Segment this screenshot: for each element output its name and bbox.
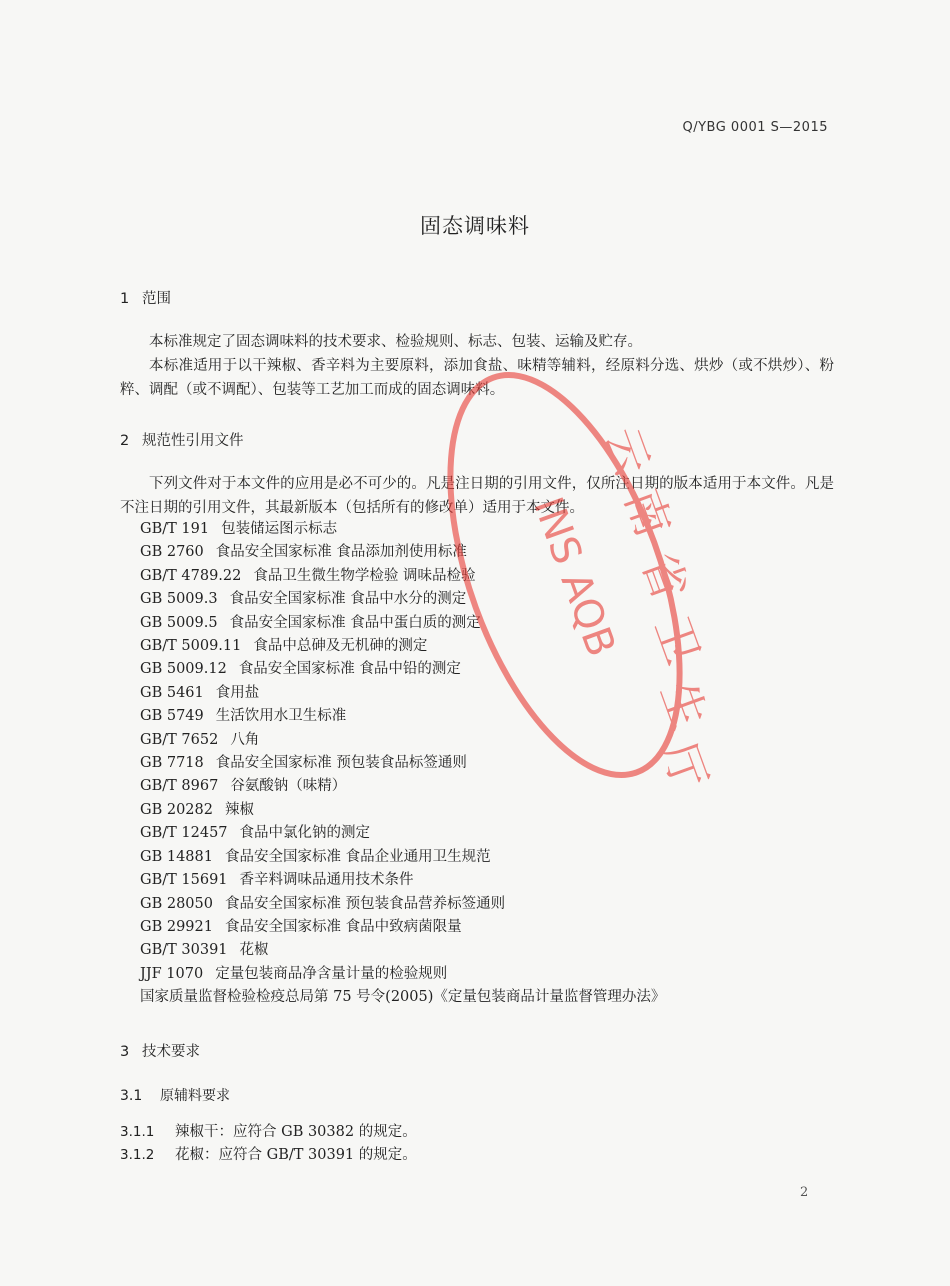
reference-title: 食品安全国家标准 预包装食品标签通则 xyxy=(215,755,467,772)
standard-code: Q/YBG 0001 S—2015 xyxy=(682,120,828,135)
reference-title: 食品中总砷及无机砷的测定 xyxy=(253,638,428,655)
clause-item xyxy=(120,1143,417,1164)
page-number: 2 xyxy=(800,1185,809,1200)
reference-title: 食品安全国家标准 食品中铅的测定 xyxy=(238,661,461,678)
reference-title: 定量包装商品净含量计量的检验规则 xyxy=(215,965,448,982)
reference-title: 食品安全国家标准 预包装食品营养标签通则 xyxy=(224,895,506,912)
svg-text:南: 南 xyxy=(614,482,682,544)
clause-item xyxy=(120,1120,417,1141)
reference-code: GB 5009.3 xyxy=(140,591,218,608)
svg-text:厅: 厅 xyxy=(651,734,718,797)
reference-code: GB 5461 xyxy=(140,684,204,701)
section-title: 规范性引用文件 xyxy=(142,433,244,449)
reference-code: GB 14881 xyxy=(140,848,213,865)
reference-title: 食用盐 xyxy=(215,684,260,701)
reference-code: GB 5749 xyxy=(140,708,204,725)
reference-title: 食品安全国家标准 食品添加剂使用标准 xyxy=(215,544,467,561)
subsection-number: 3.1 xyxy=(120,1088,143,1104)
reference-title: 香辛料调味品通用技术条件 xyxy=(239,872,414,889)
reference-title: 食品卫生微生物学检验 调味品检验 xyxy=(253,567,476,584)
section-2-heading xyxy=(120,429,244,450)
section-number: 1 xyxy=(120,291,130,307)
clause-number: 3.1.1 xyxy=(120,1124,155,1140)
clause-number: 3.1.2 xyxy=(120,1147,155,1163)
svg-text:生: 生 xyxy=(650,674,717,737)
section-3-heading xyxy=(120,1040,200,1061)
reference-item xyxy=(140,939,665,962)
reference-title: 包装储运图示标志 xyxy=(221,521,338,537)
reference-item xyxy=(140,963,665,986)
reference-code: GB/T 5009.11 xyxy=(140,638,242,655)
section-1-heading xyxy=(120,287,171,308)
reference-title: 花椒 xyxy=(239,942,269,959)
reference-item xyxy=(140,893,665,916)
subsection-title: 原辅料要求 xyxy=(160,1088,230,1104)
section-number: 3 xyxy=(120,1044,130,1060)
svg-text:卫: 卫 xyxy=(643,609,711,672)
paragraph: 本标准规定了固态调味料的技术要求、检验规则、标志、包装、运输及贮存。 xyxy=(149,334,642,350)
reference-title: 食品安全国家标准 食品中蛋白质的测定 xyxy=(229,614,481,631)
reference-code: GB 5009.5 xyxy=(140,614,218,631)
reference-title: 食品中氯化钠的测定 xyxy=(239,825,371,842)
reference-code: GB/T 191 xyxy=(140,521,210,537)
reference-code: GB 28050 xyxy=(140,895,213,912)
section-number: 2 xyxy=(120,433,130,449)
reference-code: JJF 1070 xyxy=(140,965,204,982)
paragraph: 下列文件对于本文件的应用是必不可少的。凡是注日期的引用文件，仅所注日期的版本适用于本文件。凡是不注日期的引用文件，其最新版本（包括所有的修改单）适用于本文件。 xyxy=(120,476,834,516)
clause-text: 花椒：应符合 GB/T 30391 的规定。 xyxy=(175,1147,417,1163)
clause-text: 辣椒干：应符合 GB 30382 的规定。 xyxy=(175,1124,417,1140)
svg-text:INS AQB: INS AQB xyxy=(524,491,625,663)
subsection-heading xyxy=(120,1085,230,1105)
reference-code: GB/T 7652 xyxy=(140,731,219,748)
reference-code: GB/T 4789.22 xyxy=(140,567,242,584)
reference-title: 国家质量监督检验检疫总局第 75 号令(2005)《定量包装商品计量监督管理办法》 xyxy=(140,989,666,1006)
reference-code: GB 20282 xyxy=(140,801,213,818)
paragraph: 本标准适用于以干辣椒、香辛料为主要原料，添加食盐、味精等辅料，经原料分选、烘炒（或不烘炒）、粉粹、调配（或不调配）、包装等工艺加工而成的固态调味料。 xyxy=(120,358,834,398)
reference-code: GB/T 15691 xyxy=(140,872,228,889)
reference-title: 谷氨酸钠（味精） xyxy=(230,778,347,795)
section-title: 范围 xyxy=(142,291,171,307)
reference-item xyxy=(140,846,665,869)
reference-title: 八角 xyxy=(230,731,260,748)
svg-text:省: 省 xyxy=(631,545,698,607)
reference-item xyxy=(140,869,665,892)
svg-text:云: 云 xyxy=(594,420,661,483)
reference-code: GB 2760 xyxy=(140,544,204,561)
reference-code: GB/T 8967 xyxy=(140,778,219,795)
reference-code: GB/T 12457 xyxy=(140,825,228,842)
reference-title: 辣椒 xyxy=(224,801,254,818)
reference-code: GB 5009.12 xyxy=(140,661,227,678)
official-seal-stamp xyxy=(420,340,718,810)
reference-title: 食品安全国家标准 食品企业通用卫生规范 xyxy=(224,848,491,865)
reference-title: 食品安全国家标准 食品中水分的测定 xyxy=(229,591,467,608)
section-title: 技术要求 xyxy=(142,1044,200,1060)
reference-item xyxy=(140,986,665,1009)
reference-code: GB/T 30391 xyxy=(140,942,228,959)
reference-item xyxy=(140,916,665,939)
reference-title: 生活饮用水卫生标准 xyxy=(215,708,347,725)
reference-code: GB 7718 xyxy=(140,755,204,772)
reference-title: 食品安全国家标准 食品中致病菌限量 xyxy=(224,918,462,935)
reference-code: GB 29921 xyxy=(140,918,213,935)
reference-item xyxy=(140,822,665,845)
document-title: 固态调味料 xyxy=(420,214,530,238)
